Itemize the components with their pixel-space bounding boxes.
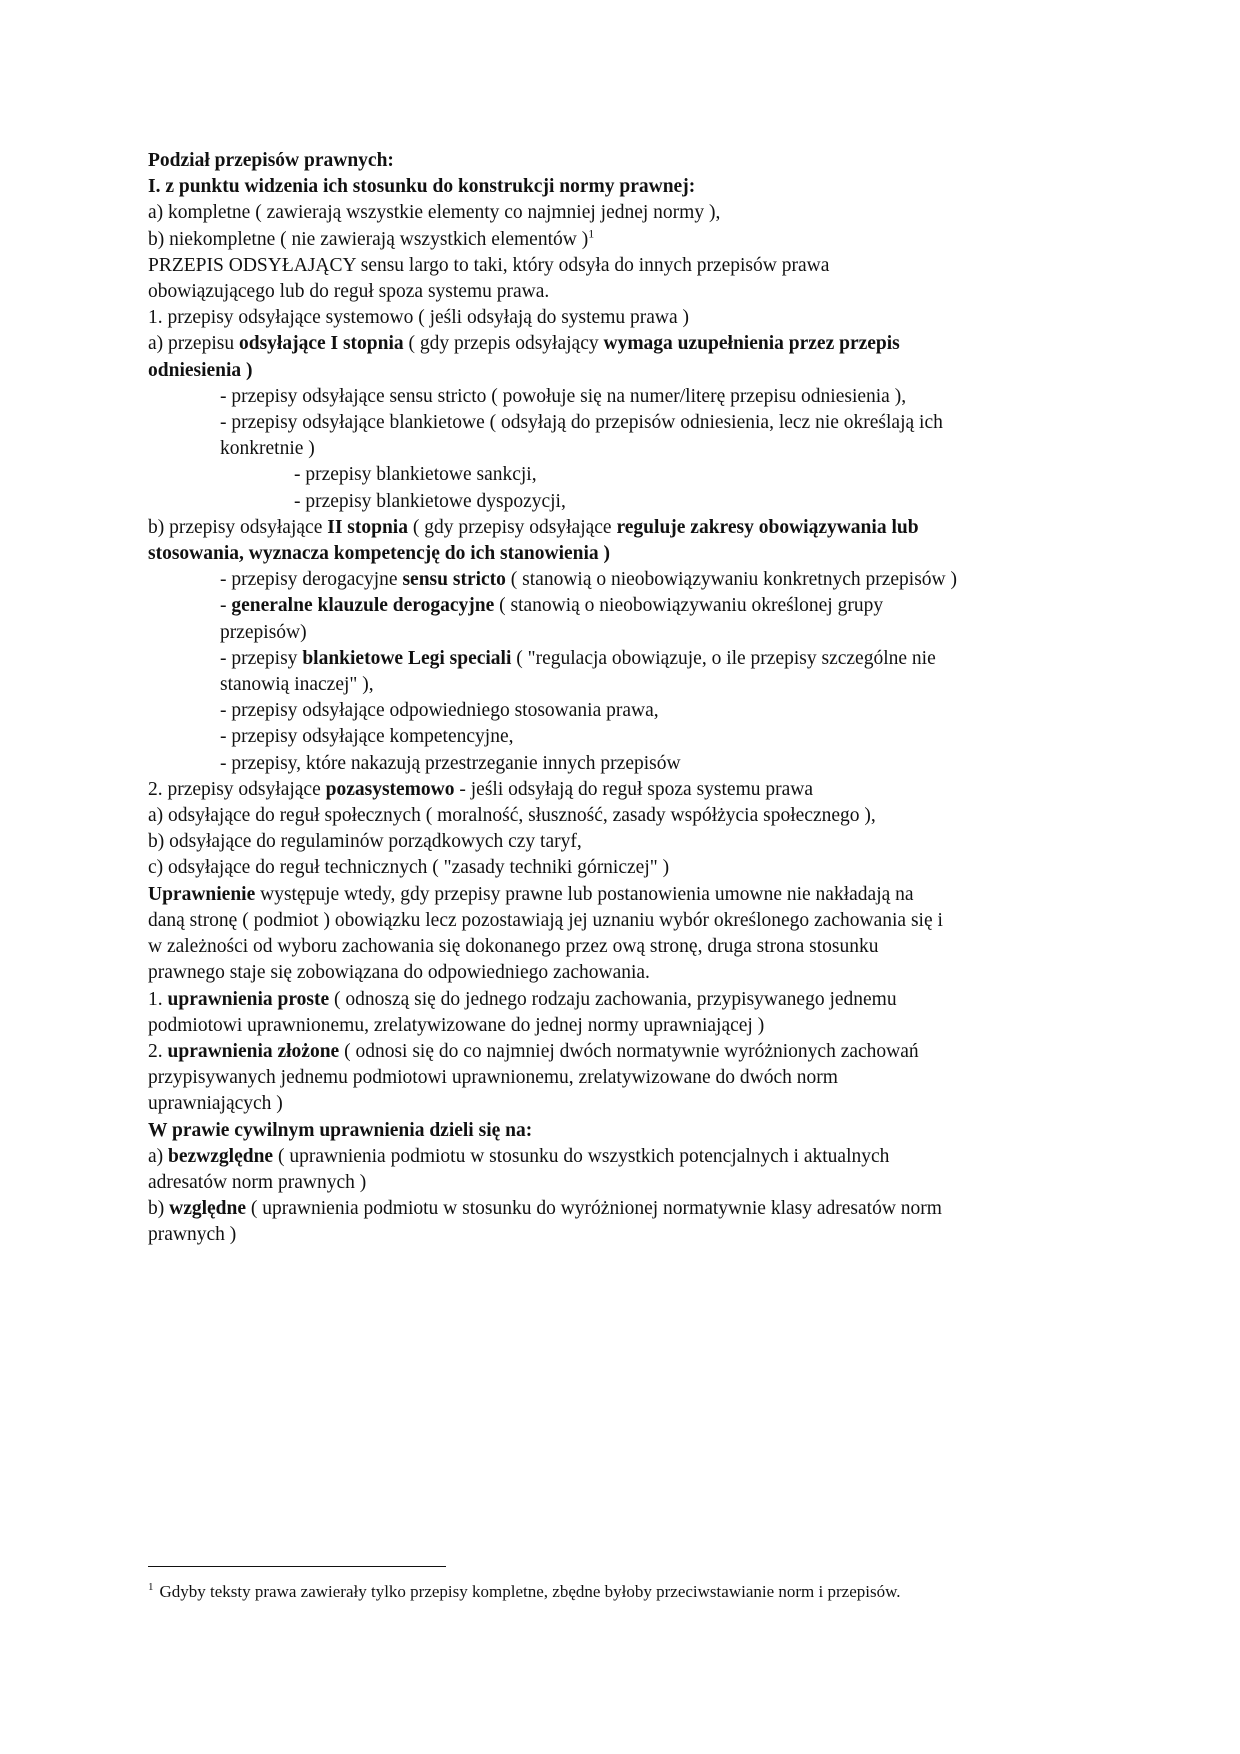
- footnote-number: 1: [148, 1581, 154, 1594]
- list-item: a) bezwzględne ( uprawnienia podmiotu w stosunku do wszystkich potencjalnych i aktualnych: [148, 1145, 890, 1167]
- list-item-continuation: stanowią inaczej" ),: [220, 674, 374, 696]
- list-item: c) odsyłające do reguł technicznych ( "zasady techniki górniczej" ): [148, 857, 670, 879]
- list-item: - przepisy blankietowe dyspozycji,: [294, 490, 566, 512]
- subsection-heading: W prawie cywilnym uprawnienia dzieli się na:: [148, 1119, 533, 1141]
- paragraph-line: daną stronę ( podmiot ) obowiązku lecz pozostawiają jej uznaniu wybór określonego zachowania się i: [148, 909, 943, 931]
- list-item-continuation: konkretnie ): [220, 438, 315, 460]
- list-item: 2. uprawnienia złożone ( odnosi się do co najmniej dwóch normatywnie wyróżnionych zachowań: [148, 1040, 919, 1062]
- paragraph-line: Uprawnienie występuje wtedy, gdy przepisy prawne lub postanowienia umowne nie nakładają na: [148, 883, 914, 905]
- list-item: a) kompletne ( zawierają wszystkie elementy co najmniej jednej normy ),: [148, 202, 721, 224]
- list-item: - przepisy odsyłające kompetencyjne,: [220, 726, 514, 748]
- list-item: a) przepisu odsyłające I stopnia ( gdy przepis odsyłający wymaga uzupełnienia przez przepis: [148, 333, 900, 355]
- list-item-continuation: stosowania, wyznacza kompetencję do ich stanowienia ): [148, 543, 611, 565]
- list-item: - generalne klauzule derogacyjne ( stanowią o nieobowiązywaniu określonej grupy: [220, 595, 884, 617]
- subsection-heading: 2. przepisy odsyłające pozasystemowo - jeśli odsyłają do reguł spoza systemu prawa: [148, 778, 814, 800]
- section-heading: I. z punktu widzenia ich stosunku do konstrukcji normy prawnej:: [148, 176, 696, 198]
- list-item: b) względne ( uprawnienia podmiotu w stosunku do wyróżnionej normatywnie klasy adresatów norm: [148, 1198, 942, 1220]
- list-item-continuation: prawnych ): [148, 1224, 237, 1246]
- list-item-continuation: adresatów norm prawnych ): [148, 1171, 367, 1193]
- list-item: - przepisy blankietowe Legi speciali ( "regulacja obowiązuje, o ile przepisy szczególne nie: [220, 647, 936, 669]
- paragraph-line: prawnego staje się zobowiązana do odpowiedniego zachowania.: [148, 962, 650, 984]
- document-body: [148, 148, 1098, 1249]
- paragraph-line: obowiązującego lub do reguł spoza systemu prawa.: [148, 281, 550, 303]
- paragraph-line: PRZEPIS ODSYŁAJĄCY sensu largo to taki, który odsyła do innych przepisów prawa: [148, 254, 830, 276]
- list-item-continuation: odniesienia ): [148, 359, 253, 381]
- list-item: a) odsyłające do reguł społecznych ( moralność, słuszność, zasady współżycia społecznego ),: [148, 805, 876, 827]
- list-item: 1. uprawnienia proste ( odnoszą się do jednego rodzaju zachowania, przypisywanego jednemu: [148, 988, 897, 1010]
- list-item-continuation: uprawniających ): [148, 1093, 283, 1115]
- list-item: - przepisy derogacyjne sensu stricto ( stanowią o nieobowiązywaniu konkretnych przepisów ): [220, 569, 958, 591]
- subsection-heading: 1. przepisy odsyłające systemowo ( jeśli odsyłają do systemu prawa ): [148, 307, 690, 329]
- list-item-continuation: przypisywanych jednemu podmiotowi uprawnionemu, zrelatywizowane do dwóch norm: [148, 1067, 838, 1089]
- footnote-ref: 1: [588, 226, 595, 241]
- list-item-continuation: przepisów): [220, 621, 307, 643]
- footnote-divider: [148, 1566, 446, 1567]
- list-item: b) przepisy odsyłające II stopnia ( gdy przepisy odsyłające reguluje zakresy obowiązywania lub: [148, 516, 919, 538]
- document-title: Podział przepisów prawnych:: [148, 150, 394, 171]
- list-item: b) niekompletne ( nie zawierają wszystkich elementów )$^1$: [148, 226, 595, 250]
- paragraph-line: w zależności od wyboru zachowania się dokonanego przez ową stronę, druga strona stosunku: [148, 936, 879, 958]
- list-item: - przepisy odsyłające odpowiedniego stosowania prawa,: [220, 700, 659, 722]
- list-item-continuation: podmiotowi uprawnionemu, zrelatywizowane do jednej normy uprawniającej ): [148, 1014, 765, 1036]
- footnote: [148, 1582, 901, 1602]
- list-item: - przepisy blankietowe sankcji,: [294, 464, 537, 486]
- list-item: b) odsyłające do regulaminów porządkowych czy taryf,: [148, 831, 582, 853]
- list-item: - przepisy odsyłające blankietowe ( odsyłają do przepisów odniesienia, lecz nie określają ich: [220, 412, 943, 434]
- list-item: - przepisy odsyłające sensu stricto ( powołuje się na numer/literę przepisu odniesienia ),: [220, 385, 907, 407]
- list-item: - przepisy, które nakazują przestrzeganie innych przepisów: [220, 752, 681, 774]
- footnote-text: Gdyby teksty prawa zawierały tylko przepisy kompletne, zbędne byłoby przeciwstawianie norm i przepisów.: [159, 1582, 901, 1601]
